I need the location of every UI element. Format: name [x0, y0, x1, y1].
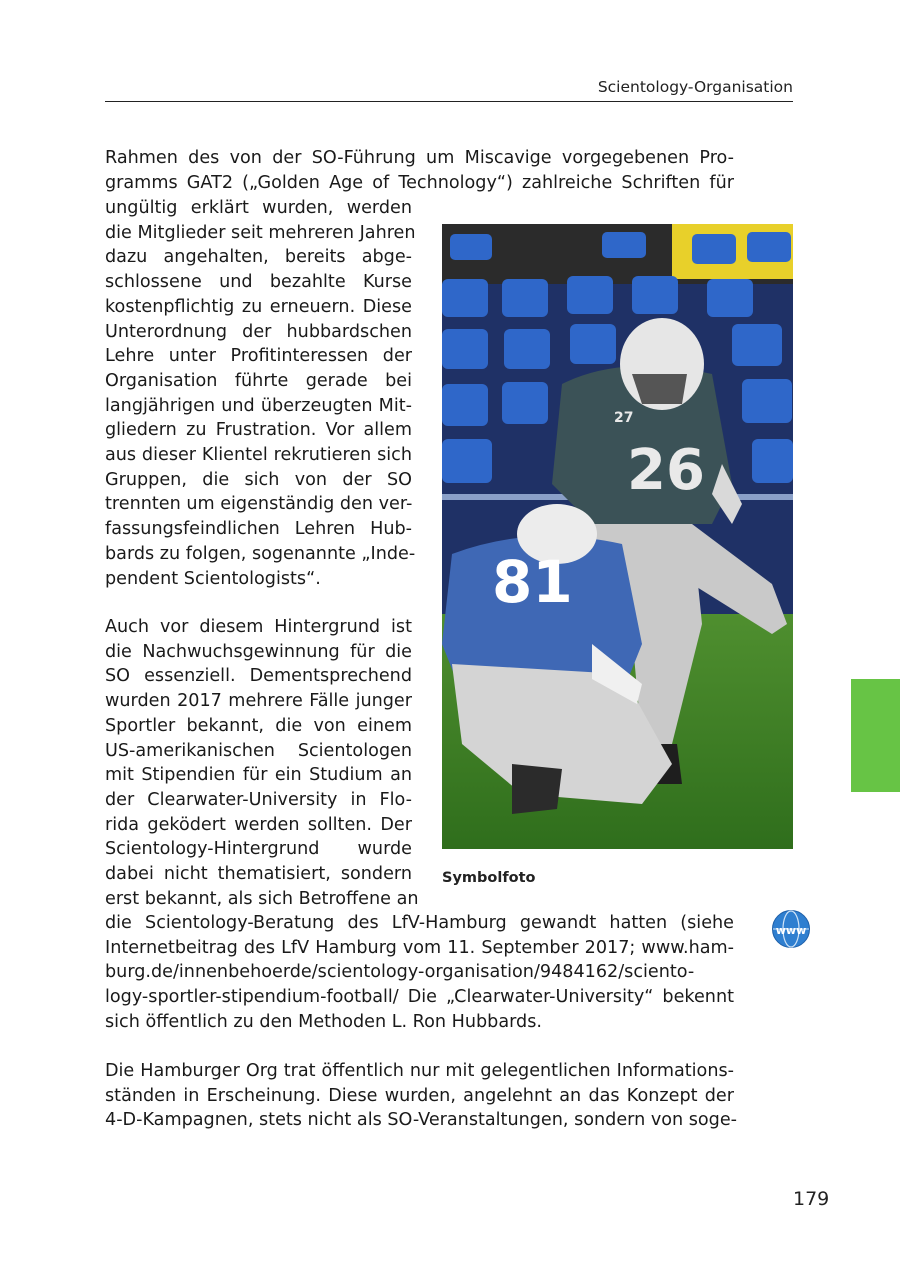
text-line: pendent Scientologists“.: [105, 568, 321, 589]
text-line: erst bekannt, als sich Betroffene an: [105, 888, 419, 909]
text-line: logy-sportler-stipendium-football/ Die „Clearwater-University“ bekennt: [105, 987, 734, 1008]
helmet-number-27: 27: [614, 410, 634, 426]
text-line: der Clearwater-University in Flo-: [105, 789, 412, 810]
text-line: trennten um eigenständig den ver-: [105, 494, 413, 515]
football-photo: [442, 224, 793, 849]
www-label: www: [775, 924, 807, 937]
text-line: Gruppen, die sich von der SO: [105, 469, 412, 490]
text-line: schlossene und bezahlte Kurse: [105, 272, 412, 293]
text-line: ungültig erklärt wurden, werden: [105, 198, 412, 218]
text-line: die Scientology-Beratung des LfV-Hamburg gewandt hatten (siehe: [105, 913, 734, 933]
text-line: gliedern zu Frustration. Vor allem: [105, 420, 412, 441]
text-line: dabei nicht thematisiert, sondern: [105, 864, 412, 885]
text-line: Rahmen des von der SO-Führung um Miscavige vorgegebenen Pro-: [105, 148, 734, 168]
text-line: langjährigen und überzeugten Mit-: [105, 395, 412, 416]
text-line: die Nachwuchsgewinnung für die: [105, 641, 412, 662]
text-line: Auch vor diesem Hintergrund ist: [105, 617, 412, 637]
text-line: bards zu folgen, sogenannte „Inde-: [105, 543, 416, 564]
text-line: aus dieser Klientel rekrutieren sich: [105, 445, 412, 466]
text-line: SO essenziell. Dementsprechend: [105, 666, 412, 687]
running-title: Scientology-Organisation: [597, 78, 793, 96]
text-line: sich öffentlich zu den Methoden L. Ron Hubbards.: [105, 1011, 542, 1032]
paragraph-1-narrow: [105, 196, 416, 591]
jersey-number-26: 26: [627, 438, 705, 503]
www-globe-icon: [771, 909, 811, 949]
chapter-tab: [851, 679, 900, 792]
text-line: burg.de/innenbehoerde/scientology-organisation/9484162/sciento-: [105, 962, 695, 983]
paragraph-3: [105, 1059, 738, 1133]
text-line: dazu angehalten, bereits abge-: [105, 247, 412, 268]
text-line: Unterordnung der hubbardschen: [105, 321, 412, 342]
jersey-number-81: 81: [492, 548, 573, 616]
text-line: gramms GAT2 („Golden Age of Technology“) zahlreiche Schriften für: [105, 172, 734, 193]
paragraph-2-narrow: [105, 615, 419, 911]
text-line: US-amerikanischen Scientologen: [105, 740, 412, 761]
text-line: Lehre unter Profitinteressen der: [105, 346, 412, 367]
text-line: Sportler bekannt, die von einem: [105, 715, 412, 736]
text-line: Scientology-Hintergrund wurde: [105, 839, 412, 860]
running-header: [105, 76, 793, 102]
paragraph-1-top: [105, 146, 734, 195]
text-line: mit Stipendien für ein Studium an: [105, 765, 412, 786]
text-line: die Mitglieder seit mehreren Jahren: [105, 222, 416, 243]
text-line: Internetbeitrag des LfV Hamburg vom 11. September 2017; www.ham-: [105, 937, 734, 958]
photo-caption: Symbolfoto: [442, 870, 536, 886]
text-line: 4-D-Kampagnen, stets nicht als SO-Veranstaltungen, sondern von soge-: [105, 1110, 738, 1131]
text-line: Organisation führte gerade bei: [105, 370, 412, 391]
text-line: rida geködert werden sollten. Der: [105, 814, 412, 835]
paragraph-2-wide: [105, 911, 734, 1035]
text-line: kostenpflichtig zu erneuern. Diese: [105, 296, 412, 317]
text-line: fassungsfeindlichen Lehren Hub-: [105, 519, 412, 540]
text-line: wurden 2017 mehrere Fälle junger: [105, 691, 412, 712]
football-illustration: [442, 224, 793, 849]
text-line: ständen in Erscheinung. Diese wurden, angelehnt an das Konzept der: [105, 1085, 734, 1106]
text-line: Die Hamburger Org trat öffentlich nur mit gelegentlichen Informations-: [105, 1061, 734, 1081]
page-number: 179: [793, 1188, 830, 1210]
